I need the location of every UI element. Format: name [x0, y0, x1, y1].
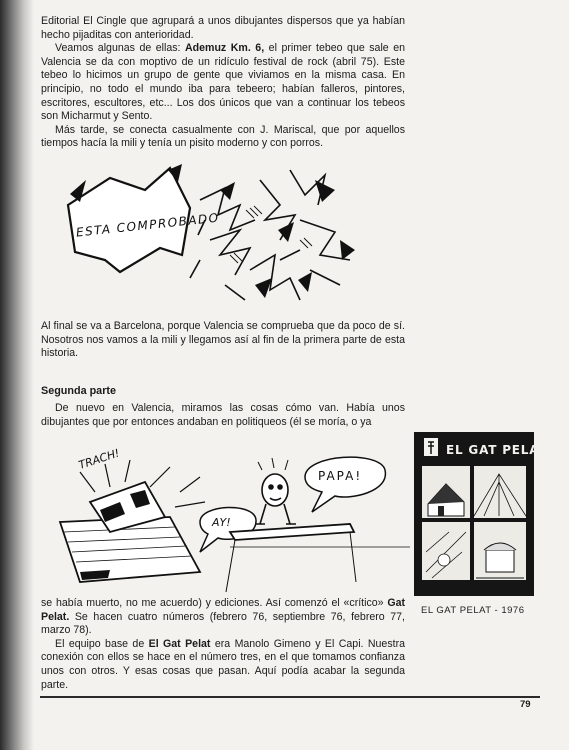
- paragraph: [41, 402, 405, 429]
- paragraph-text: Editorial El Cingle que agrupará a unos dibujantes dispersos que ya habían hecho pijaditas con anterioridad.: [41, 15, 405, 41]
- footer-rule: [40, 696, 540, 698]
- paragraph-text: Se hacen cuatro números (febrero 76, septiembre 76, febrero 77, marzo 78).: [41, 610, 405, 637]
- ay-speech-bubble: [200, 507, 256, 552]
- egg-character: [255, 474, 296, 524]
- comic-drawing-esta-comprobado: [50, 160, 360, 310]
- cover-illustration: [414, 432, 548, 596]
- paragraph-text: Más tarde, se conecta casualmente con J. Mariscal, que por aquellos tiempos hacía la mili y tenía un pisito moderno y con porros.: [41, 123, 405, 150]
- speech-bubble-text: ESTA COMPROBADO: [75, 210, 221, 240]
- paragraph-text: De nuevo en Valencia, miramos las cosas cómo van. Había unos dibujantes que por entonces andaban en politiqueos (él se moría, o ya: [41, 402, 405, 428]
- paragraph: [41, 42, 405, 124]
- text-block-intro: [41, 15, 405, 151]
- text-block-gat-pelat: [41, 597, 405, 692]
- text-block-segunda-parte: [41, 402, 405, 429]
- comic-drawing-trach: [50, 432, 410, 592]
- bold-title-text: Gat Pelat.: [41, 597, 405, 623]
- paragraph-text: se había muerto, no me acuerdo) y ediciones. Así comenzó el «crítico»: [41, 597, 388, 609]
- section-heading: Segunda parte: [41, 385, 116, 397]
- paragraph-text: el primer tebeo que sale en Valencia se da con moptivo de un ridículo festival de rock (abril 75). Este tebeo lo hicimos un grupo de gente que viviamos en la misma casa. En principio, no todo el mundo iba para tebeero; habían falleros, pintores, escritores, escultores, etc... Los dos únicos que van a continuar los tebeos son Micharmut y Sento.: [41, 42, 406, 123]
- paragraph: [41, 320, 405, 361]
- cover-caption: EL GAT PELAT - 1976: [421, 605, 525, 616]
- page-number: 79: [520, 699, 531, 710]
- papa-bubble-text: PAPA!: [318, 469, 363, 483]
- bold-title-text: Ademuz Km. 6,: [185, 42, 265, 55]
- gat-pelat-cover: [414, 432, 548, 596]
- paragraph: [41, 15, 405, 42]
- papa-speech-bubble: [305, 457, 385, 512]
- crash-sound-text: TRACH!: [76, 446, 122, 472]
- bold-title-text: El Gat Pelat: [148, 637, 211, 650]
- text-block-barcelona: [41, 320, 405, 361]
- paragraph: [41, 638, 405, 692]
- paragraph: [41, 597, 405, 638]
- paragraph-text: Al final se va a Barcelona, porque Valencia se comprueba que da poco de sí. Nosotros nos vamos a la mili y llegamos así al fin de la primera parte de esta historia.: [41, 320, 405, 360]
- paragraph-text: era Manolo Gimeno y El Capi. Nuestra conexión con ellos se hace en el número tres, en el que tomamos confianza unos con otros. Y esas cosas que pasan. Aquí podía acabar la segunda parte.: [41, 637, 405, 691]
- paragraph-text: Veamos algunas de ellas:: [55, 42, 186, 55]
- cover-title: EL GAT PELAT: [446, 443, 548, 457]
- paragraph: [41, 124, 405, 151]
- paragraph-text: El equipo base de: [55, 637, 149, 650]
- book-binding-shadow: [0, 0, 34, 750]
- ay-bubble-text: AY!: [212, 516, 231, 529]
